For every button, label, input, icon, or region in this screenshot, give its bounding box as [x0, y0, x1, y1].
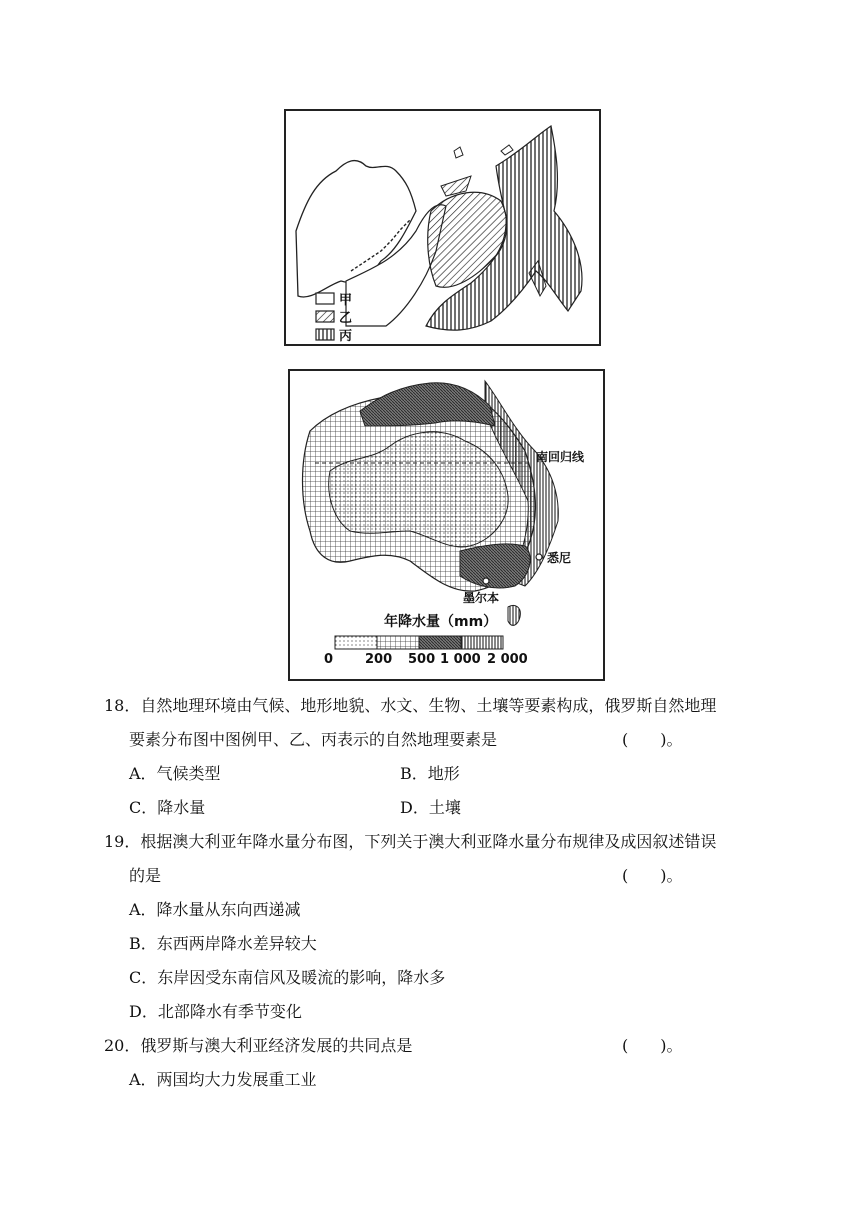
legend-label-yi: 乙 — [339, 311, 353, 326]
legend-label-jia: 甲 — [339, 293, 353, 308]
scale-tick-0: 0 — [324, 652, 334, 667]
tropic-label: 南回归线 — [536, 450, 585, 464]
legend-box-jia — [316, 293, 334, 304]
q20-answer-paren: ( )。 — [622, 1036, 683, 1055]
q19-option-a: A．降水量从东向西递减 — [129, 900, 301, 919]
q20-option-a: A．两国均大力发展重工业 — [129, 1070, 317, 1089]
q19-option-c: C．东岸因受东南信风及暖流的影响，降水多 — [129, 968, 446, 987]
q18-stem-line1: 18．自然地理环境由气候、地形地貌、水文、生物、土壤等要素构成，俄罗斯自然地理 — [104, 696, 717, 715]
q18-option-a: A．气候类型 — [129, 764, 221, 783]
russia-map-figure — [284, 109, 601, 346]
legend-box-yi — [316, 311, 334, 322]
scale-tick-1000: 1 000 — [440, 652, 481, 667]
q19-option-b: B．东西两岸降水差异较大 — [129, 934, 317, 953]
russia-map-graphic — [286, 111, 599, 344]
q18-option-b: B．地形 — [400, 764, 460, 783]
legend-box-bing — [316, 329, 334, 340]
q18-stem-line2: 要素分布图中图例甲、乙、丙表示的自然地理要素是 — [129, 730, 498, 749]
melbourne-marker — [483, 578, 489, 584]
australia-precipitation-map-figure — [288, 369, 605, 681]
australia-map-graphic — [290, 371, 603, 679]
q19-answer-paren: ( )。 — [622, 866, 683, 885]
scale-title: 年降水量（mm） — [384, 614, 498, 630]
q20-stem-line1: 20．俄罗斯与澳大利亚经济发展的共同点是 — [104, 1036, 413, 1055]
q19-option-d: D．北部降水有季节变化 — [129, 1002, 302, 1021]
melbourne-label: 墨尔本 — [463, 591, 500, 605]
scale-tick-200: 200 — [365, 652, 393, 667]
legend-label-bing: 丙 — [339, 329, 353, 344]
scale-tick-2000: 2 000 — [487, 652, 528, 667]
q18-option-c: C．降水量 — [129, 798, 206, 817]
q18-option-d: D．土壤 — [400, 798, 461, 817]
scale-tick-500: 500 — [408, 652, 436, 667]
q18-answer-paren: ( )。 — [622, 730, 683, 749]
q19-stem-line1: 19．根据澳大利亚年降水量分布图，下列关于澳大利亚降水量分布规律及成因叙述错误 — [104, 832, 717, 851]
q19-stem-line2: 的是 — [129, 866, 162, 885]
precipitation-scale-bar — [335, 636, 503, 649]
sydney-label: 悉尼 — [547, 551, 572, 565]
sydney-marker — [536, 554, 542, 560]
